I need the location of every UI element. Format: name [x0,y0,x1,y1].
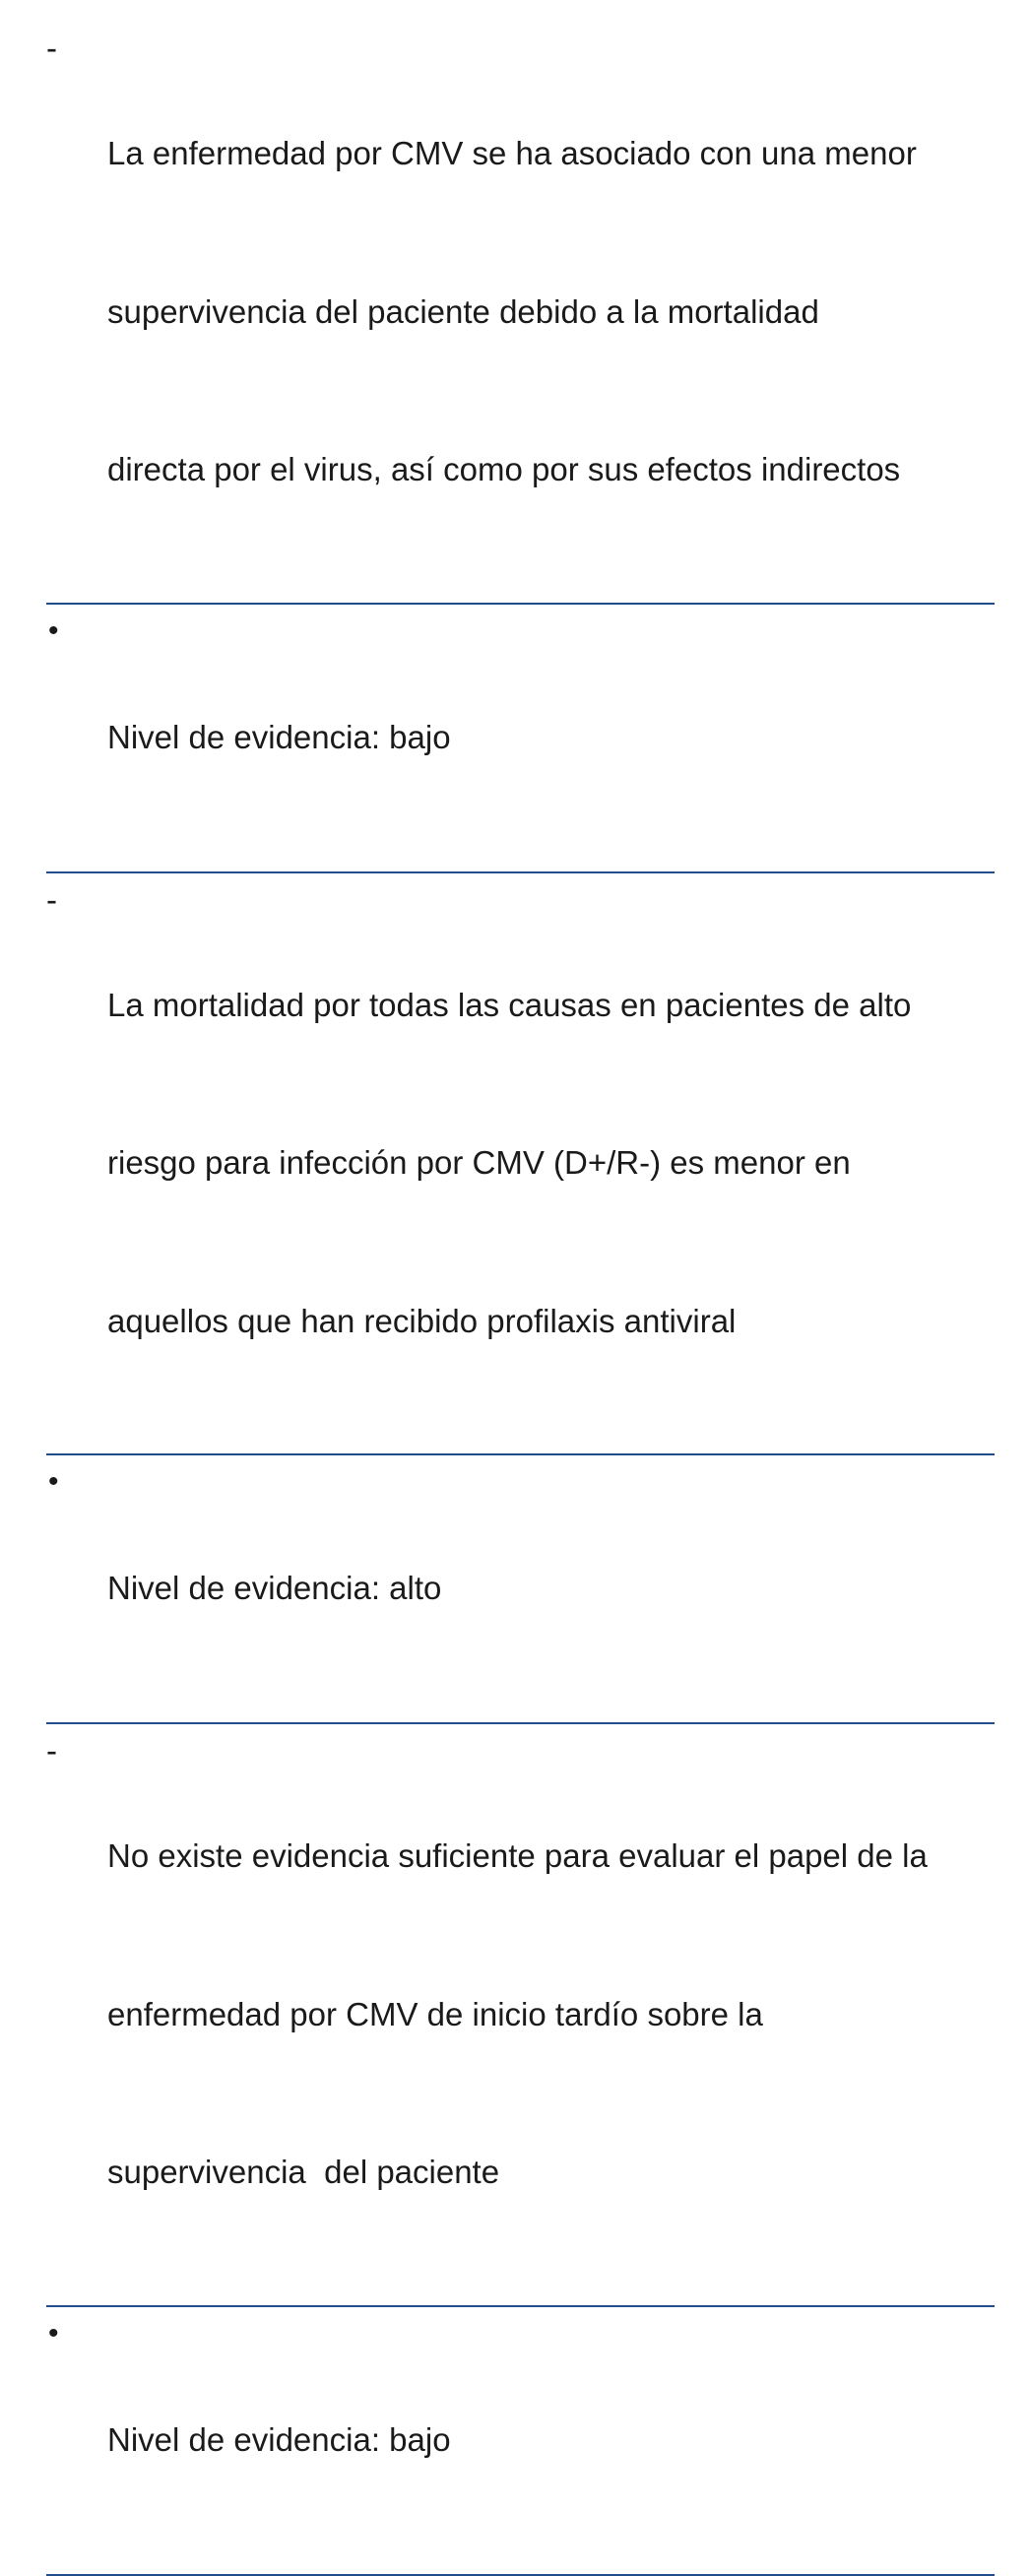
statement-text [107,22,995,603]
text-line: Nivel de evidencia: bajo [107,718,451,755]
evidence-level-item-1 [46,605,995,873]
dash-marker: - [46,1732,57,1769]
text-line: enfermedad por CMV de inicio tardío sobre la [107,1995,763,2032]
text-line: No existe evidencia suficiente para evaluar el papel de la [107,1837,928,1874]
text-line: La enfermedad por CMV se ha asociado con una menor [107,135,917,171]
text-line: aquellos que han recibido profilaxis antiviral [107,1302,737,1339]
statement-item-1 [46,22,995,605]
text-line: directa por el virus, así como por sus efectos indirectos [107,451,901,487]
evidence-level-text [107,605,995,871]
text-line: La mortalidad por todas las causas en pacientes de alto [107,986,912,1023]
text-line: Nivel de evidencia: alto [107,1570,442,1606]
dash-marker: - [46,880,57,918]
evidence-level-text [107,2307,995,2574]
text-line: supervivencia del paciente [107,2154,500,2190]
statement-text [107,1724,995,2305]
statement-item-2 [46,873,995,1456]
text-line: supervivencia del paciente debido a la mortalidad [107,292,819,330]
dash-marker: - [46,30,57,66]
text-line: riesgo para infección por CMV (D+/R-) es menor en [107,1144,851,1181]
evidence-list [46,22,995,2576]
evidence-level-text [107,1455,995,1722]
evidence-level-item-2 [46,1455,995,1724]
bullet-marker: • [48,2316,59,2350]
statement-text [107,873,995,1454]
bullet-marker: • [48,1465,59,1498]
evidence-level-item-3 [46,2307,995,2576]
bullet-marker: • [48,613,59,647]
text-line: Nivel de evidencia: bajo [107,2420,451,2458]
statement-item-3 [46,1724,995,2307]
